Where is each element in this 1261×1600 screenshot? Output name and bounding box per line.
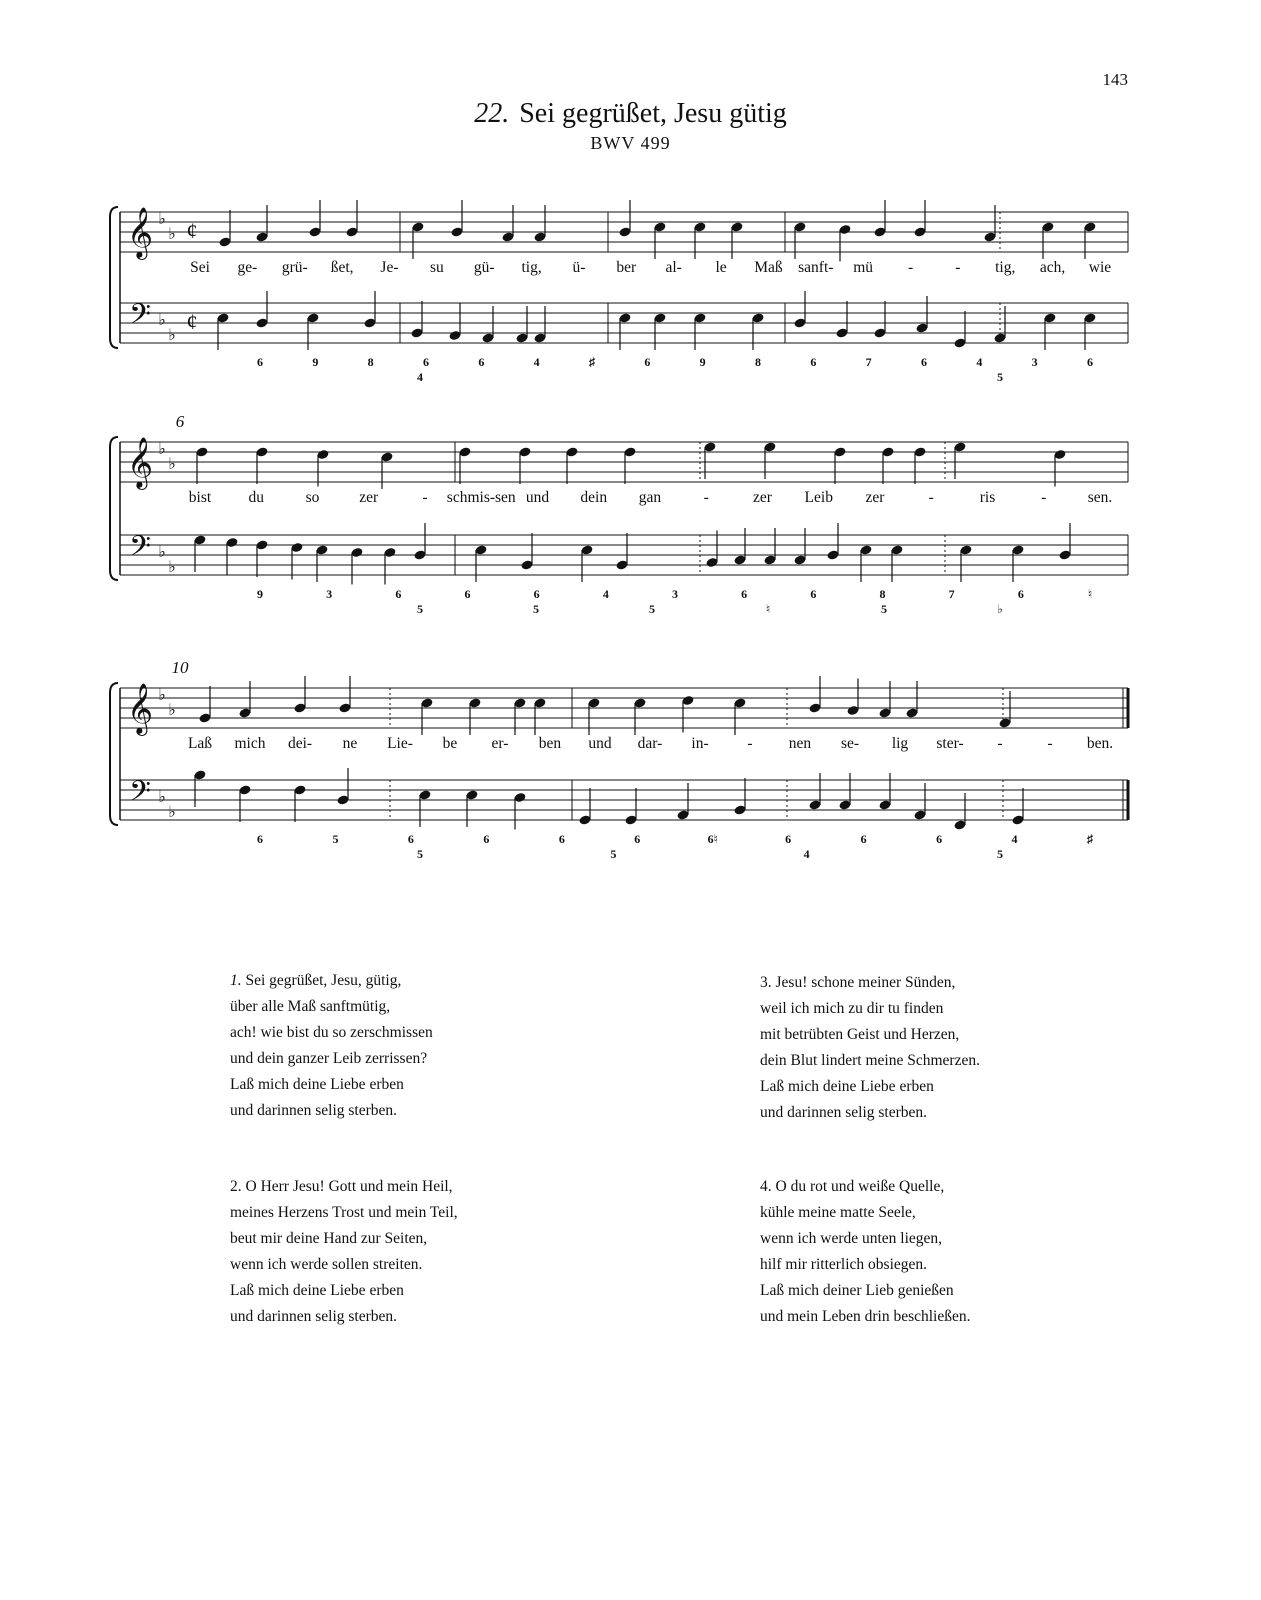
- figured-bass-number: 6: [395, 587, 402, 601]
- lyric-syllable: sanft-: [798, 259, 834, 276]
- verse-number: 3.: [760, 974, 772, 991]
- time-signature-icon: ¢: [186, 309, 198, 334]
- figured-bass-number: 6: [1017, 587, 1024, 601]
- lyric-syllable: grü-: [281, 259, 308, 276]
- figured-bass-number: 8: [755, 355, 761, 369]
- verse-line: dein Blut lindert meine Schmerzen.: [760, 1052, 980, 1069]
- lyric-syllable: ne: [342, 735, 358, 752]
- figured-bass-number: 8: [879, 587, 886, 601]
- verse-line: weil ich mich zu dir tu finden: [760, 1000, 944, 1017]
- flat-icon: ♭: [168, 559, 176, 576]
- figured-bass-number: ♯: [589, 355, 595, 369]
- verse-number: 4.: [760, 1178, 772, 1195]
- figured-bass-number: 5: [417, 602, 423, 616]
- verse-line: wenn ich werde unten liegen,: [760, 1230, 943, 1247]
- figured-bass-number: 7: [865, 355, 872, 369]
- flat-icon: ♭: [168, 456, 176, 473]
- figured-bass-number: ♮: [1087, 587, 1093, 601]
- figured-bass-number: 6: [407, 832, 414, 846]
- lyric-syllable: ach,: [1039, 259, 1066, 276]
- verse-2: [230, 1174, 458, 1330]
- figured-bass-number: 4: [1011, 832, 1018, 846]
- figured-bass-number: 6: [860, 832, 867, 846]
- lyric-syllable: -: [1041, 489, 1047, 506]
- lyric-syllable: Laß: [187, 735, 213, 752]
- verse-line: und dein ganzer Leib zerrissen?: [230, 1050, 428, 1067]
- figured-bass-number: ♯: [1087, 832, 1093, 846]
- lyric-syllable: du: [248, 489, 264, 506]
- figured-bass-number: 3: [326, 587, 333, 601]
- verse-line: und darinnen selig sterben.: [760, 1104, 928, 1121]
- figured-bass-number: 6: [533, 587, 540, 601]
- lyric-syllable: bist: [188, 489, 212, 506]
- figured-bass-number: 6: [741, 587, 748, 601]
- figured-bass-number: 5: [997, 370, 1003, 384]
- lyric-syllable: -: [907, 259, 914, 276]
- lyric-syllable: er-: [491, 735, 509, 752]
- lyric-syllable: ber: [616, 259, 637, 276]
- figured-bass-number: 6: [478, 355, 485, 369]
- piece-number: 22.: [474, 98, 510, 129]
- lyric-syllable: be: [442, 735, 458, 752]
- flat-icon: ♭: [168, 327, 176, 344]
- figured-bass-number: 5: [881, 602, 887, 616]
- figured-bass-number: 4: [602, 587, 609, 601]
- figured-bass-number: 6: [1087, 355, 1093, 369]
- lyric-syllable: le: [715, 259, 727, 276]
- lyric-syllable: schmis-sen: [446, 489, 516, 506]
- verse-line: kühle meine matte Seele,: [760, 1204, 916, 1221]
- lyric-syllable: Sei: [190, 259, 210, 276]
- lyric-syllable: mü: [853, 259, 874, 276]
- lyric-syllable: -: [422, 489, 428, 506]
- music-score: [0, 180, 1261, 880]
- figured-bass-number: 6: [464, 587, 471, 601]
- lyric-syllable: zer: [865, 489, 885, 506]
- treble-clef-icon: 𝄞: [126, 208, 154, 257]
- lyric-syllable: Je-: [380, 259, 399, 276]
- flat-icon: ♭: [168, 804, 176, 821]
- verse-line: und mein Leben drin beschließen.: [760, 1308, 971, 1325]
- figured-bass-number: ♮: [765, 602, 771, 616]
- system-bracket: [110, 207, 118, 348]
- figured-bass-number: 6: [810, 355, 817, 369]
- catalog-number: BWV 499: [590, 133, 671, 153]
- verse-number: 2.: [230, 1178, 242, 1195]
- flat-icon: ♭: [158, 211, 166, 228]
- figured-bass-number: 3: [1031, 355, 1038, 369]
- figured-bass-number: 5: [533, 602, 539, 616]
- lyric-syllable: ßet,: [330, 259, 354, 276]
- verse-line: hilf mir ritterlich obsiegen.: [760, 1256, 928, 1273]
- figured-bass-number: 4: [417, 370, 423, 384]
- system-bracket: [110, 437, 118, 580]
- lyric-syllable: dein: [580, 489, 608, 506]
- lyric-syllable: in-: [691, 735, 709, 752]
- lyric-syllable: se-: [840, 735, 860, 752]
- treble-clef-icon: 𝄞: [126, 684, 154, 733]
- lyric-syllable: sen.: [1087, 489, 1113, 506]
- bass-clef-icon: 𝄢: [129, 777, 151, 814]
- lyric-syllable: -: [955, 259, 961, 276]
- lyric-syllable: tig,: [995, 259, 1016, 276]
- verse-line: beut mir deine Hand zur Seiten,: [230, 1230, 428, 1247]
- flat-icon: ♭: [158, 312, 166, 329]
- flat-icon: ♭: [168, 702, 176, 719]
- piece-title: [0, 98, 1261, 130]
- verse-line: und darinnen selig sterben.: [230, 1308, 398, 1325]
- figured-bass-number: 6: [257, 355, 263, 369]
- figured-bass-number: 6: [423, 355, 429, 369]
- figured-bass-number: 6♮: [707, 832, 718, 846]
- figured-bass-number: 6: [936, 832, 943, 846]
- lyric-syllable: -: [703, 489, 709, 506]
- figured-bass-number: 3: [672, 587, 678, 601]
- lyric-syllable: -: [1047, 735, 1053, 752]
- lyric-syllable: -: [928, 489, 934, 506]
- piece-title-text: Sei gegrüßet, Jesu gütig: [519, 98, 787, 129]
- figured-bass-number: 6: [921, 355, 927, 369]
- lyric-syllable: ster-: [936, 735, 964, 752]
- flat-icon: ♭: [168, 226, 176, 243]
- treble-clef-icon: 𝄞: [126, 438, 154, 487]
- flat-icon: ♭: [158, 687, 166, 704]
- figured-bass-number: 4: [803, 847, 810, 861]
- figured-bass-number: 6: [483, 832, 490, 846]
- figured-bass-number: 6: [785, 832, 792, 846]
- flat-icon: ♭: [158, 789, 166, 806]
- figured-bass-number: 6: [558, 832, 565, 846]
- figured-bass-number: 5: [610, 847, 617, 861]
- verse-line: mit betrübten Geist und Herzen,: [760, 1026, 960, 1043]
- lyric-syllable: -: [997, 735, 1003, 752]
- lyric-syllable: al-: [665, 259, 682, 276]
- lyric-syllable: ben: [538, 735, 562, 752]
- verse-line: 1. Sei gegrüßet, Jesu, gütig,: [230, 972, 402, 989]
- lyric-syllable: dei-: [287, 735, 313, 752]
- figured-bass-number: ♭: [997, 602, 1003, 616]
- measure-number: 6: [175, 412, 185, 431]
- verse-line: Laß mich deine Liebe erben: [230, 1282, 404, 1299]
- bass-clef-icon: 𝄢: [129, 532, 151, 569]
- lyric-syllable: Leib: [804, 489, 833, 506]
- flat-icon: ♭: [158, 544, 166, 561]
- system-bracket: [110, 683, 118, 825]
- lyric-syllable: dar-: [637, 735, 663, 752]
- verse-line: 2. O Herr Jesu! Gott und mein Heil,: [230, 1178, 453, 1195]
- verse-number: 1.: [230, 972, 242, 989]
- time-signature-icon: ¢: [186, 218, 198, 243]
- page-number: 143: [1102, 70, 1128, 89]
- figured-bass-number: 5: [997, 847, 1003, 861]
- verse-line: wenn ich werde sollen streiten.: [230, 1256, 423, 1273]
- figured-bass-number: 5: [332, 832, 339, 846]
- bass-clef-icon: 𝄢: [129, 300, 151, 337]
- verse-line: und darinnen selig sterben.: [230, 1102, 398, 1119]
- verse-line: ach! wie bist du so zerschmissen: [230, 1024, 433, 1041]
- figured-bass-number: 9: [699, 355, 706, 369]
- figured-bass-number: 9: [257, 587, 263, 601]
- lyric-syllable: Maß: [754, 259, 783, 276]
- lyric-syllable: ü-: [572, 259, 586, 276]
- figured-bass-number: 6: [810, 587, 817, 601]
- figured-bass-number: 4: [533, 355, 540, 369]
- flat-icon: ♭: [158, 441, 166, 458]
- verse-line: Laß mich deine Liebe erben: [760, 1078, 934, 1095]
- lyric-syllable: wie: [1088, 259, 1112, 276]
- lyric-syllable: so: [305, 489, 320, 506]
- verse-line: meines Herzens Trost und mein Teil,: [230, 1204, 458, 1221]
- lyric-syllable: nen: [788, 735, 812, 752]
- lyric-syllable: und: [525, 489, 550, 506]
- lyric-syllable: und: [588, 735, 612, 752]
- figured-bass-number: 5: [649, 602, 655, 616]
- verse-line: 3. Jesu! schone meiner Sünden,: [760, 974, 956, 991]
- lyric-syllable: -: [747, 735, 753, 752]
- lyric-syllable: lig: [891, 735, 909, 752]
- lyric-syllable: su: [429, 259, 444, 276]
- lyric-syllable: gan: [638, 489, 662, 506]
- verse-line: 4. O du rot und weiße Quelle,: [760, 1178, 945, 1195]
- figured-bass-number: 8: [367, 355, 374, 369]
- figured-bass-number: 6: [634, 832, 641, 846]
- verse-line: Laß mich deine Liebe erben: [230, 1076, 404, 1093]
- lyric-syllable: ris: [979, 489, 996, 506]
- lyric-syllable: Lie-: [387, 735, 413, 752]
- lyric-syllable: gü-: [473, 259, 495, 276]
- figured-bass-number: 4: [976, 355, 983, 369]
- figured-bass-number: 7: [948, 587, 955, 601]
- lyric-syllable: zer: [359, 489, 379, 506]
- verse-4: [760, 1174, 970, 1330]
- verse-1: [230, 968, 433, 1124]
- verse-line: Laß mich deiner Lieb genießen: [760, 1282, 954, 1299]
- lyric-syllable: zer: [753, 489, 772, 506]
- measure-number: 10: [171, 658, 189, 677]
- lyric-syllable: ge-: [237, 259, 258, 276]
- lyric-syllable: mich: [234, 735, 266, 752]
- verse-line: über alle Maß sanftmütig,: [230, 998, 391, 1015]
- lyric-syllable: tig,: [521, 259, 542, 276]
- verse-3: [760, 970, 980, 1126]
- figured-bass-number: 6: [644, 355, 651, 369]
- figured-bass-number: 5: [417, 847, 423, 861]
- lyric-syllable: ben.: [1086, 735, 1114, 752]
- figured-bass-number: 9: [312, 355, 319, 369]
- figured-bass-number: 6: [257, 832, 263, 846]
